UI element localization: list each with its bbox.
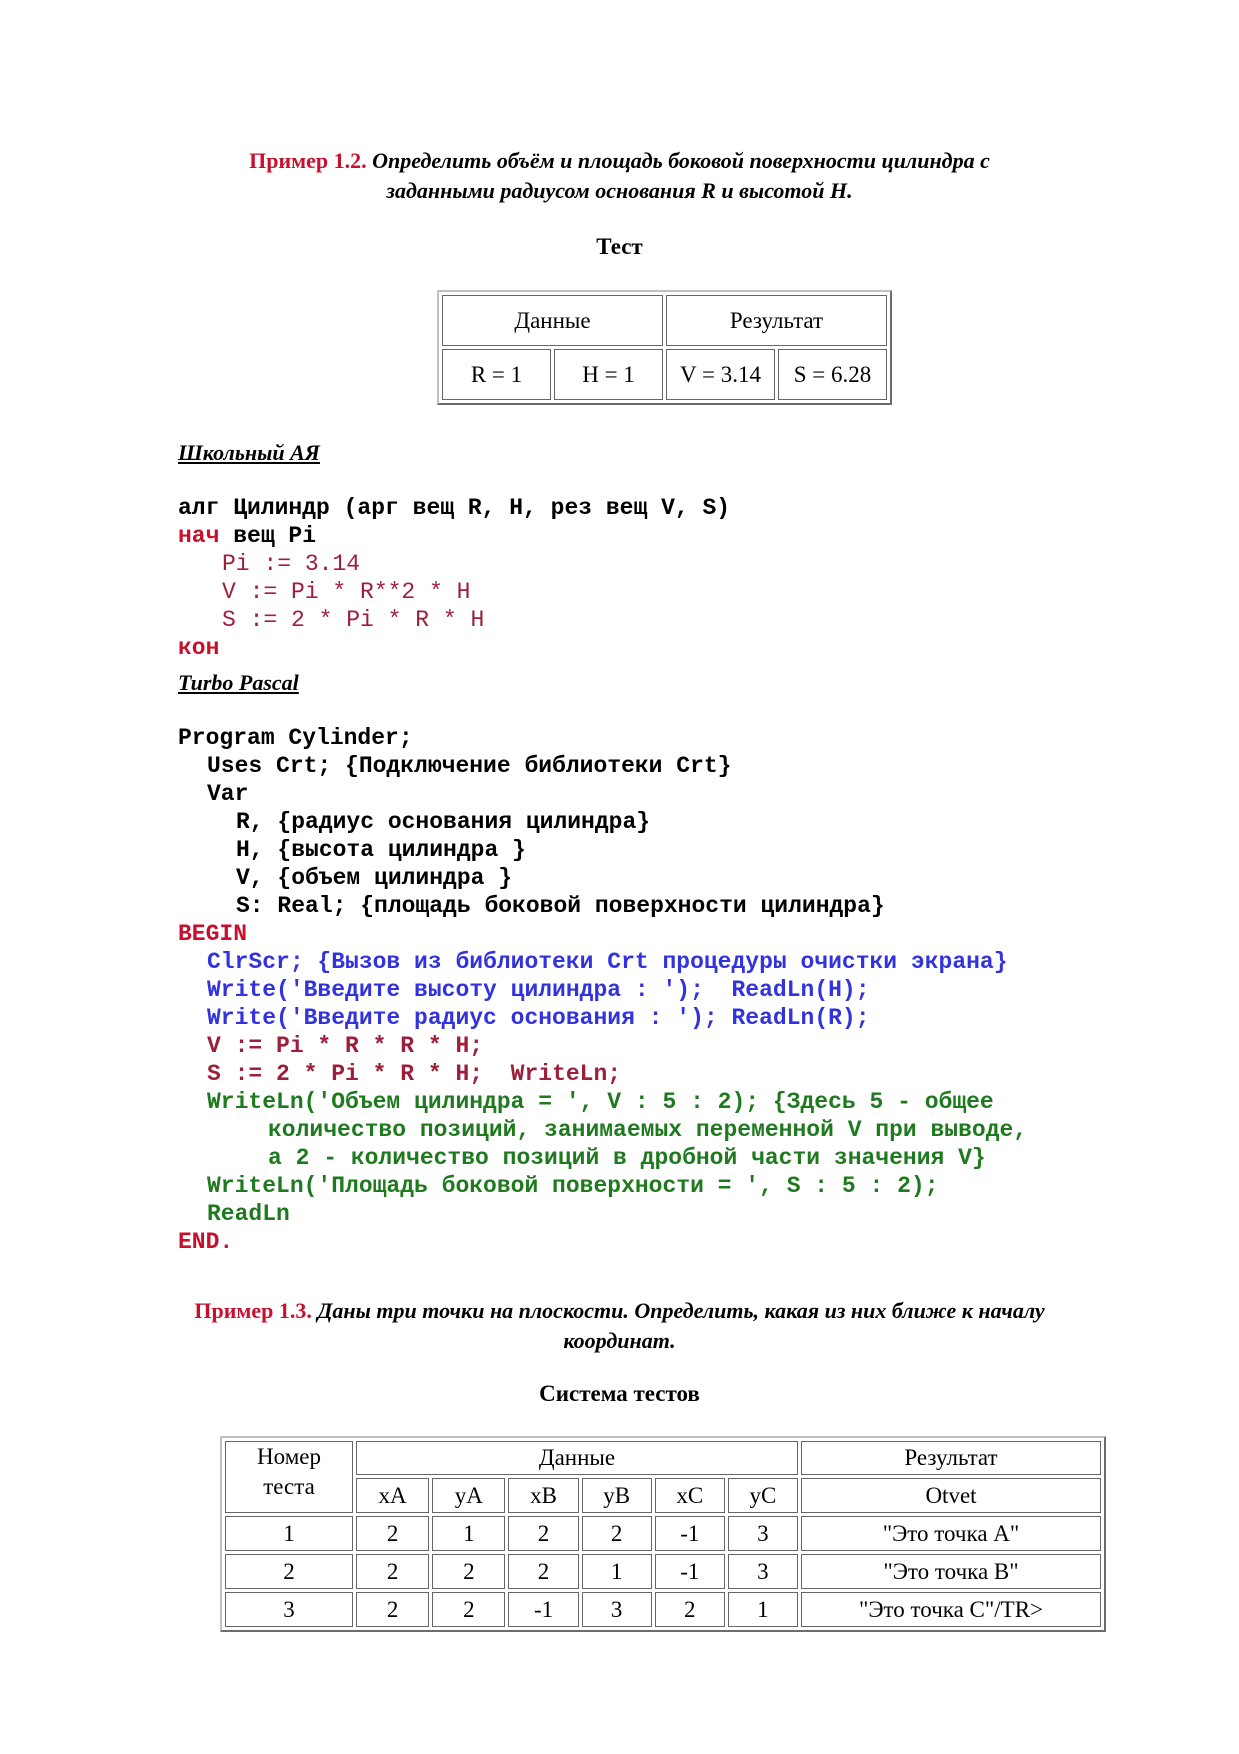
code-line: количество позиций, занимаемых переменной V при выводе, <box>268 1117 1028 1143</box>
table-cell: 2 <box>356 1554 429 1589</box>
table-row <box>225 1516 1101 1551</box>
table-cell: 1 <box>432 1516 505 1551</box>
code-line <box>178 522 730 550</box>
table-cell: 3 <box>225 1592 353 1627</box>
example-text: Определить объём и площадь боковой поверхности цилиндра с <box>372 148 990 173</box>
table-cell: 2 <box>225 1554 353 1589</box>
col-header-otvet: Otvet <box>801 1478 1101 1513</box>
code-line: WriteLn('Объем цилиндра = ', V : 5 : 2); {Здесь 5 - общее <box>207 1089 994 1115</box>
example-1-2-title <box>0 146 1239 206</box>
table-cell: 3 <box>728 1554 798 1589</box>
pascal-title: Turbo Pascal <box>178 670 299 695</box>
table-cell: 2 <box>356 1516 429 1551</box>
code-line: кон <box>178 635 220 661</box>
table-cell: 2 <box>508 1516 578 1551</box>
table-cell: -1 <box>655 1554 725 1589</box>
code-line: Pi := 3.14 <box>222 551 361 577</box>
system-heading: Система тестов <box>539 1381 700 1406</box>
table-row <box>225 1592 1101 1627</box>
code-line: R, {радиус основания цилиндра} <box>236 809 651 835</box>
test-cell: V = 3.14 <box>666 349 775 400</box>
table-row <box>225 1554 1101 1589</box>
col-header: xC <box>655 1478 725 1513</box>
test-heading: Тест <box>596 234 643 259</box>
pascal-code-block <box>178 696 1027 1284</box>
code-line: BEGIN <box>178 921 248 947</box>
code-line: а 2 - количество позиций в дробной части значения V} <box>268 1145 986 1171</box>
code-line: WriteLn('Площадь боковой поверхности = ', S : 5 : 2); <box>207 1173 939 1199</box>
col-header: yA <box>432 1478 505 1513</box>
example-text: Даны три точки на плоскости. Определить, какая из них ближе к началу <box>317 1298 1045 1323</box>
table-cell: -1 <box>655 1516 725 1551</box>
code-line: Var <box>207 781 249 807</box>
table-cell: 2 <box>356 1592 429 1627</box>
table-cell: 2 <box>582 1516 652 1551</box>
code-line <box>178 1004 1027 1032</box>
table-cell: 1 <box>582 1554 652 1589</box>
code-line: V := Pi * R**2 * H <box>222 579 471 605</box>
code-text: Write('Введите радиус основания : '); <box>207 1005 718 1031</box>
code-line: ClrScr; {Вызов из библиотеки Crt процедуры очистки экрана} <box>207 949 1008 975</box>
table-cell: "Это точка C"/TR> <box>801 1592 1101 1627</box>
col-header: yB <box>582 1478 652 1513</box>
table-cell: 2 <box>508 1554 578 1589</box>
header-result: Результат <box>801 1441 1101 1475</box>
table-cell: -1 <box>508 1592 578 1627</box>
code-line: Uses Crt; {Подключение библиотеки Crt} <box>207 753 732 779</box>
table-cell: "Это точка A" <box>801 1516 1101 1551</box>
example-text-line2: заданными радиусом основания R и высотой H. <box>386 178 853 203</box>
code-line: Program Cylinder; <box>178 725 413 751</box>
table-cell: 2 <box>655 1592 725 1627</box>
code-text: ReadLn(H); <box>731 977 870 1003</box>
table-cell: 1 <box>728 1592 798 1627</box>
code-line <box>178 1060 1027 1088</box>
test-header-result: Результат <box>666 295 887 346</box>
example-1-3-title <box>0 1296 1239 1356</box>
test-cell: H = 1 <box>554 349 663 400</box>
test-table <box>437 290 892 405</box>
test-cell: S = 6.28 <box>778 349 887 400</box>
code-keyword: нач <box>178 523 220 549</box>
header-test-number <box>225 1441 353 1513</box>
table-cell: 3 <box>728 1516 798 1551</box>
code-line: V, {объем цилиндра } <box>236 865 513 891</box>
code-line <box>178 976 1027 1004</box>
code-line: H, {высота цилиндра } <box>236 837 526 863</box>
code-text: ReadLn(R); <box>731 1005 870 1031</box>
col-header: xA <box>356 1478 429 1513</box>
code-line: V := Pi * R * R * H; <box>207 1033 484 1059</box>
code-line: алг Цилиндр (арг вещ R, H, рез вещ V, S) <box>178 495 731 521</box>
table-cell: 2 <box>432 1592 505 1627</box>
code-line: ReadLn <box>207 1201 290 1227</box>
school-lang-title: Школьный АЯ <box>178 440 320 465</box>
test-cell: R = 1 <box>442 349 551 400</box>
code-text: вещ Pi <box>219 523 317 549</box>
example-text-line2: координат. <box>563 1328 676 1353</box>
col-header: yC <box>728 1478 798 1513</box>
table-cell: 3 <box>582 1592 652 1627</box>
table-cell: "Это точка B" <box>801 1554 1101 1589</box>
header-text: теста <box>263 1474 315 1499</box>
example-number: Пример 1.3. <box>194 1298 312 1323</box>
header-text: Номер <box>257 1444 321 1469</box>
header-data: Данные <box>356 1441 798 1475</box>
test-header-data: Данные <box>442 295 663 346</box>
table-cell: 1 <box>225 1516 353 1551</box>
code-line: S := 2 * Pi * R * H <box>222 607 485 633</box>
code-text: WriteLn; <box>510 1061 622 1087</box>
col-header: xB <box>508 1478 578 1513</box>
code-text: S := 2 * Pi * R * H; <box>207 1061 484 1087</box>
tests-table <box>220 1436 1106 1632</box>
school-code-block <box>178 466 730 690</box>
example-number: Пример 1.2. <box>249 148 367 173</box>
code-line: END. <box>178 1229 234 1255</box>
table-cell: 2 <box>432 1554 505 1589</box>
code-text: Write('Введите высоту цилиндра : '); <box>207 977 704 1003</box>
code-line: S: Real; {площадь боковой поверхности цилиндра} <box>236 893 885 919</box>
